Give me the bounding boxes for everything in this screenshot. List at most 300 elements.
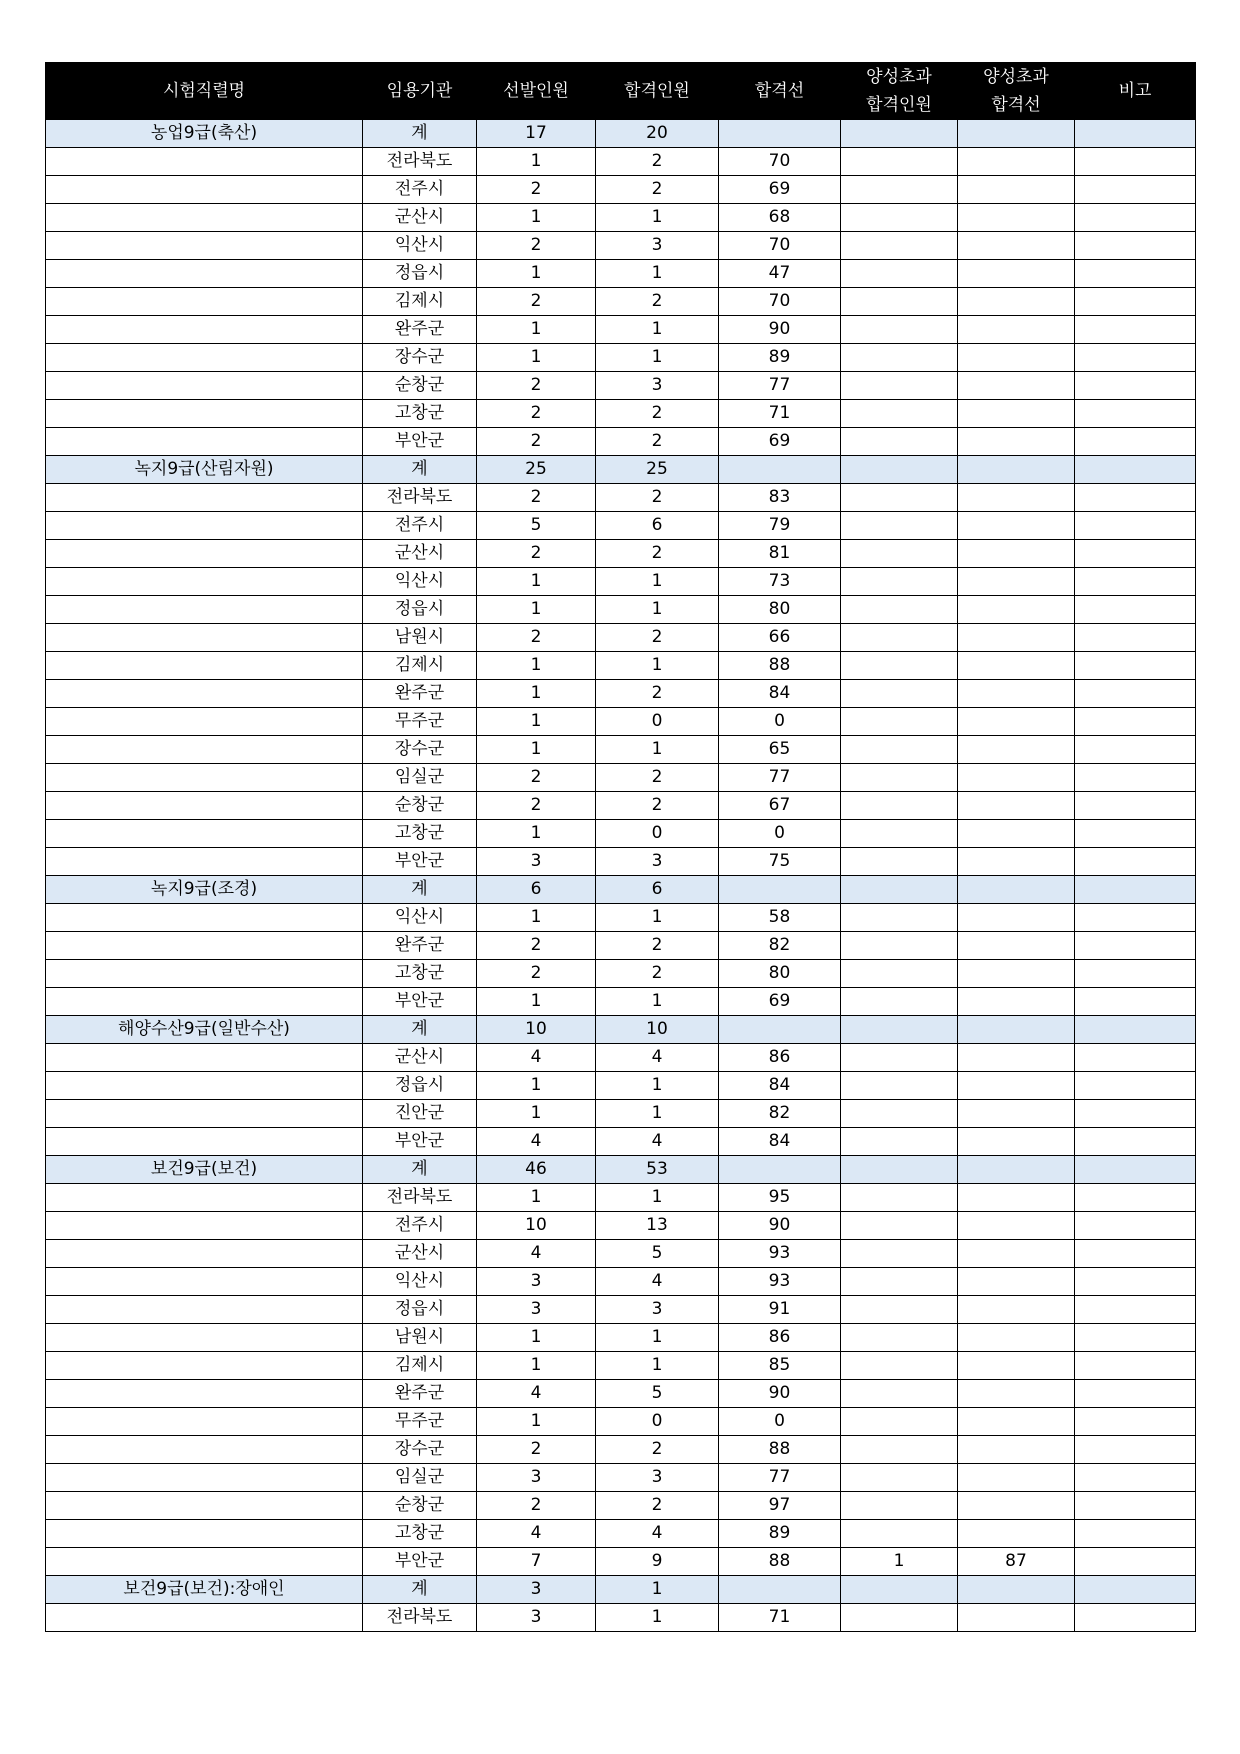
- empty-cell: [46, 764, 363, 792]
- empty-cell: [46, 1520, 363, 1548]
- table-row: [46, 764, 1196, 792]
- passed-count-cell: 1: [596, 344, 719, 372]
- table-row: [46, 904, 1196, 932]
- table-row: [46, 1324, 1196, 1352]
- empty-cell: [958, 1156, 1075, 1184]
- remarks-cell: [1075, 1408, 1196, 1436]
- agency-cell: 군산시: [363, 1240, 477, 1268]
- table-row: [46, 1184, 1196, 1212]
- cutoff-score-cell: 65: [719, 736, 841, 764]
- passed-count-cell: 1: [596, 568, 719, 596]
- agency-cell: 전라북도: [363, 1184, 477, 1212]
- passed-count-cell: 1: [596, 204, 719, 232]
- agency-cell: 정읍시: [363, 1072, 477, 1100]
- extra-passed-count-cell: 1: [841, 1548, 958, 1576]
- extra-cutoff-score-cell: [958, 148, 1075, 176]
- empty-cell: [46, 904, 363, 932]
- extra-cutoff-score-cell: [958, 316, 1075, 344]
- extra-passed-count-cell: [841, 1268, 958, 1296]
- agency-cell: 임실군: [363, 1464, 477, 1492]
- extra-passed-count-cell: [841, 764, 958, 792]
- passed-count-cell: 2: [596, 764, 719, 792]
- empty-cell: [841, 1576, 958, 1604]
- empty-cell: [46, 1268, 363, 1296]
- remarks-cell: [1075, 372, 1196, 400]
- extra-cutoff-score-cell: [958, 1072, 1075, 1100]
- extra-cutoff-score-cell: [958, 1436, 1075, 1464]
- extra-passed-count-cell: [841, 792, 958, 820]
- table-row: [46, 848, 1196, 876]
- agency-cell: 고창군: [363, 960, 477, 988]
- cutoff-score-cell: 0: [719, 1408, 841, 1436]
- exam-category-name: 농업9급(축산): [46, 120, 363, 148]
- cutoff-score-cell: 77: [719, 372, 841, 400]
- empty-cell: [46, 624, 363, 652]
- selected-count-cell: 1: [477, 1100, 596, 1128]
- remarks-cell: [1075, 1100, 1196, 1128]
- remarks-cell: [1075, 232, 1196, 260]
- agency-cell: 김제시: [363, 652, 477, 680]
- extra-passed-count-cell: [841, 1184, 958, 1212]
- selected-count-cell: 1: [477, 1408, 596, 1436]
- cutoff-score-cell: 73: [719, 568, 841, 596]
- passed-count-cell: 20: [596, 120, 719, 148]
- empty-cell: [958, 876, 1075, 904]
- table-body: [46, 120, 1196, 1632]
- table-row: [46, 372, 1196, 400]
- passed-count-cell: 2: [596, 1492, 719, 1520]
- passed-count-cell: 3: [596, 848, 719, 876]
- exam-category-name: 보건9급(보건): [46, 1156, 363, 1184]
- empty-cell: [46, 960, 363, 988]
- agency-cell: 순창군: [363, 1492, 477, 1520]
- empty-cell: [958, 1016, 1075, 1044]
- group-total-row: [46, 456, 1196, 484]
- cutoff-score-cell: 77: [719, 764, 841, 792]
- remarks-cell: [1075, 1520, 1196, 1548]
- agency-cell: 군산시: [363, 204, 477, 232]
- table-row: [46, 484, 1196, 512]
- passed-count-cell: 53: [596, 1156, 719, 1184]
- empty-cell: [46, 288, 363, 316]
- extra-passed-count-cell: [841, 232, 958, 260]
- remarks-cell: [1075, 1240, 1196, 1268]
- selected-count-cell: 2: [477, 288, 596, 316]
- agency-cell: 군산시: [363, 540, 477, 568]
- table-row: [46, 624, 1196, 652]
- passed-count-cell: 2: [596, 624, 719, 652]
- remarks-cell: [1075, 568, 1196, 596]
- passed-count-cell: 1: [596, 260, 719, 288]
- table-row: [46, 204, 1196, 232]
- cutoff-score-cell: 91: [719, 1296, 841, 1324]
- remarks-cell: [1075, 848, 1196, 876]
- extra-passed-count-cell: [841, 372, 958, 400]
- empty-cell: [46, 1464, 363, 1492]
- empty-cell: [46, 1044, 363, 1072]
- agency-cell: 정읍시: [363, 260, 477, 288]
- table-row: [46, 288, 1196, 316]
- cutoff-score-cell: 80: [719, 960, 841, 988]
- column-header: 합격인원: [596, 63, 719, 120]
- extra-passed-count-cell: [841, 960, 958, 988]
- remarks-cell: [1075, 764, 1196, 792]
- extra-cutoff-score-cell: 87: [958, 1548, 1075, 1576]
- empty-cell: [46, 148, 363, 176]
- agency-cell: 전주시: [363, 176, 477, 204]
- cutoff-score-cell: 89: [719, 344, 841, 372]
- empty-cell: [46, 1100, 363, 1128]
- agency-cell: 부안군: [363, 988, 477, 1016]
- extra-cutoff-score-cell: [958, 1296, 1075, 1324]
- empty-cell: [46, 1604, 363, 1632]
- extra-passed-count-cell: [841, 428, 958, 456]
- extra-passed-count-cell: [841, 1324, 958, 1352]
- remarks-cell: [1075, 596, 1196, 624]
- table-row: [46, 540, 1196, 568]
- extra-cutoff-score-cell: [958, 204, 1075, 232]
- cutoff-score-cell: 90: [719, 1212, 841, 1240]
- extra-cutoff-score-cell: [958, 344, 1075, 372]
- selected-count-cell: 2: [477, 932, 596, 960]
- passed-count-cell: 1: [596, 1576, 719, 1604]
- extra-cutoff-score-cell: [958, 1408, 1075, 1436]
- selected-count-cell: 7: [477, 1548, 596, 1576]
- passed-count-cell: 6: [596, 876, 719, 904]
- selected-count-cell: 3: [477, 1464, 596, 1492]
- remarks-cell: [1075, 960, 1196, 988]
- table-row: [46, 232, 1196, 260]
- selected-count-cell: 4: [477, 1380, 596, 1408]
- empty-cell: [46, 176, 363, 204]
- passed-count-cell: 3: [596, 372, 719, 400]
- group-total-row: [46, 120, 1196, 148]
- cutoff-score-cell: 68: [719, 204, 841, 232]
- agency-cell: 익산시: [363, 1268, 477, 1296]
- extra-cutoff-score-cell: [958, 372, 1075, 400]
- remarks-cell: [1075, 932, 1196, 960]
- extra-cutoff-score-cell: [958, 1352, 1075, 1380]
- empty-cell: [46, 1296, 363, 1324]
- table-row: [46, 568, 1196, 596]
- table-row: [46, 400, 1196, 428]
- empty-cell: [46, 792, 363, 820]
- table-row: [46, 260, 1196, 288]
- agency-cell: 계: [363, 1016, 477, 1044]
- exam-category-name: 해양수산9급(일반수산): [46, 1016, 363, 1044]
- cutoff-score-cell: 70: [719, 288, 841, 316]
- passed-count-cell: 2: [596, 484, 719, 512]
- selected-count-cell: 3: [477, 1296, 596, 1324]
- extra-cutoff-score-cell: [958, 512, 1075, 540]
- passed-count-cell: 10: [596, 1016, 719, 1044]
- extra-passed-count-cell: [841, 1100, 958, 1128]
- remarks-cell: [1075, 512, 1196, 540]
- exam-category-name: 보건9급(보건):장애인: [46, 1576, 363, 1604]
- passed-count-cell: 2: [596, 540, 719, 568]
- passed-count-cell: 25: [596, 456, 719, 484]
- extra-cutoff-score-cell: [958, 428, 1075, 456]
- empty-cell: [46, 932, 363, 960]
- remarks-cell: [1075, 400, 1196, 428]
- remarks-cell: [1075, 652, 1196, 680]
- agency-cell: 진안군: [363, 1100, 477, 1128]
- extra-cutoff-score-cell: [958, 1100, 1075, 1128]
- passed-count-cell: 1: [596, 1604, 719, 1632]
- table-row: [46, 1436, 1196, 1464]
- agency-cell: 무주군: [363, 708, 477, 736]
- remarks-cell: [1075, 1072, 1196, 1100]
- remarks-cell: [1075, 484, 1196, 512]
- cutoff-score-cell: 93: [719, 1268, 841, 1296]
- agency-cell: 계: [363, 876, 477, 904]
- selected-count-cell: 3: [477, 1576, 596, 1604]
- cutoff-score-cell: 83: [719, 484, 841, 512]
- extra-cutoff-score-cell: [958, 904, 1075, 932]
- agency-cell: 익산시: [363, 904, 477, 932]
- table-row: [46, 596, 1196, 624]
- selected-count-cell: 2: [477, 232, 596, 260]
- extra-cutoff-score-cell: [958, 1380, 1075, 1408]
- agency-cell: 완주군: [363, 680, 477, 708]
- agency-cell: 고창군: [363, 400, 477, 428]
- remarks-cell: [1075, 540, 1196, 568]
- extra-passed-count-cell: [841, 736, 958, 764]
- selected-count-cell: 1: [477, 1184, 596, 1212]
- cutoff-score-cell: 95: [719, 1184, 841, 1212]
- group-total-row: [46, 1016, 1196, 1044]
- passed-count-cell: 1: [596, 988, 719, 1016]
- passed-count-cell: 5: [596, 1240, 719, 1268]
- remarks-cell: [1075, 1128, 1196, 1156]
- extra-cutoff-score-cell: [958, 1604, 1075, 1632]
- extra-cutoff-score-cell: [958, 260, 1075, 288]
- passed-count-cell: 1: [596, 736, 719, 764]
- selected-count-cell: 1: [477, 344, 596, 372]
- empty-cell: [46, 1352, 363, 1380]
- cutoff-score-cell: 70: [719, 148, 841, 176]
- agency-cell: 남원시: [363, 624, 477, 652]
- empty-cell: [1075, 120, 1196, 148]
- agency-cell: 완주군: [363, 316, 477, 344]
- passed-count-cell: 3: [596, 1296, 719, 1324]
- agency-cell: 고창군: [363, 820, 477, 848]
- header-row: [46, 63, 1196, 120]
- extra-passed-count-cell: [841, 1464, 958, 1492]
- selected-count-cell: 2: [477, 372, 596, 400]
- selected-count-cell: 1: [477, 708, 596, 736]
- extra-passed-count-cell: [841, 400, 958, 428]
- extra-cutoff-score-cell: [958, 540, 1075, 568]
- agency-cell: 정읍시: [363, 596, 477, 624]
- remarks-cell: [1075, 1464, 1196, 1492]
- selected-count-cell: 1: [477, 316, 596, 344]
- remarks-cell: [1075, 820, 1196, 848]
- empty-cell: [46, 232, 363, 260]
- extra-passed-count-cell: [841, 1128, 958, 1156]
- remarks-cell: [1075, 260, 1196, 288]
- extra-cutoff-score-cell: [958, 1324, 1075, 1352]
- empty-cell: [46, 708, 363, 736]
- selected-count-cell: 4: [477, 1240, 596, 1268]
- empty-cell: [1075, 1016, 1196, 1044]
- group-total-row: [46, 1156, 1196, 1184]
- empty-cell: [46, 400, 363, 428]
- selected-count-cell: 1: [477, 148, 596, 176]
- agency-cell: 정읍시: [363, 1296, 477, 1324]
- table-row: [46, 428, 1196, 456]
- agency-cell: 완주군: [363, 932, 477, 960]
- empty-cell: [46, 680, 363, 708]
- cutoff-score-cell: 80: [719, 596, 841, 624]
- cutoff-score-cell: 82: [719, 932, 841, 960]
- remarks-cell: [1075, 148, 1196, 176]
- empty-cell: [46, 344, 363, 372]
- selected-count-cell: 25: [477, 456, 596, 484]
- extra-passed-count-cell: [841, 1380, 958, 1408]
- extra-passed-count-cell: [841, 316, 958, 344]
- remarks-cell: [1075, 680, 1196, 708]
- remarks-cell: [1075, 1352, 1196, 1380]
- selected-count-cell: 2: [477, 400, 596, 428]
- empty-cell: [719, 1016, 841, 1044]
- empty-cell: [46, 1492, 363, 1520]
- remarks-cell: [1075, 288, 1196, 316]
- cutoff-score-cell: 88: [719, 1436, 841, 1464]
- cutoff-score-cell: 90: [719, 316, 841, 344]
- empty-cell: [719, 120, 841, 148]
- empty-cell: [46, 1072, 363, 1100]
- extra-passed-count-cell: [841, 1520, 958, 1548]
- selected-count-cell: 2: [477, 792, 596, 820]
- agency-cell: 전주시: [363, 1212, 477, 1240]
- selected-count-cell: 10: [477, 1212, 596, 1240]
- cutoff-score-cell: 82: [719, 1100, 841, 1128]
- extra-passed-count-cell: [841, 1408, 958, 1436]
- empty-cell: [841, 876, 958, 904]
- extra-passed-count-cell: [841, 204, 958, 232]
- extra-cutoff-score-cell: [958, 288, 1075, 316]
- extra-passed-count-cell: [841, 988, 958, 1016]
- agency-cell: 장수군: [363, 736, 477, 764]
- empty-cell: [46, 568, 363, 596]
- empty-cell: [841, 1156, 958, 1184]
- extra-cutoff-score-cell: [958, 1268, 1075, 1296]
- selected-count-cell: 1: [477, 904, 596, 932]
- table-row: [46, 820, 1196, 848]
- cutoff-score-cell: 84: [719, 1128, 841, 1156]
- extra-cutoff-score-cell: [958, 1464, 1075, 1492]
- cutoff-score-cell: 0: [719, 820, 841, 848]
- agency-cell: 장수군: [363, 344, 477, 372]
- cutoff-score-cell: 85: [719, 1352, 841, 1380]
- remarks-cell: [1075, 1044, 1196, 1072]
- extra-cutoff-score-cell: [958, 400, 1075, 428]
- table-row: [46, 1604, 1196, 1632]
- passed-count-cell: 2: [596, 1436, 719, 1464]
- table-row: [46, 792, 1196, 820]
- table-row: [46, 1296, 1196, 1324]
- selected-count-cell: 1: [477, 988, 596, 1016]
- agency-cell: 부안군: [363, 1128, 477, 1156]
- remarks-cell: [1075, 176, 1196, 204]
- cutoff-score-cell: 89: [719, 1520, 841, 1548]
- selected-count-cell: 17: [477, 120, 596, 148]
- passed-count-cell: 2: [596, 792, 719, 820]
- table-row: [46, 988, 1196, 1016]
- column-header: 시험직렬명: [46, 63, 363, 120]
- table-row: [46, 932, 1196, 960]
- selected-count-cell: 3: [477, 848, 596, 876]
- extra-cutoff-score-cell: [958, 596, 1075, 624]
- passed-count-cell: 2: [596, 960, 719, 988]
- extra-cutoff-score-cell: [958, 988, 1075, 1016]
- selected-count-cell: 4: [477, 1044, 596, 1072]
- table-row: [46, 1268, 1196, 1296]
- table-row: [46, 1240, 1196, 1268]
- empty-cell: [958, 120, 1075, 148]
- exam-category-name: 녹지9급(조경): [46, 876, 363, 904]
- cutoff-score-cell: 71: [719, 1604, 841, 1632]
- table-row: [46, 652, 1196, 680]
- cutoff-score-cell: 58: [719, 904, 841, 932]
- selected-count-cell: 5: [477, 512, 596, 540]
- cutoff-score-cell: 47: [719, 260, 841, 288]
- agency-cell: 부안군: [363, 1548, 477, 1576]
- cutoff-score-cell: 84: [719, 1072, 841, 1100]
- passed-count-cell: 4: [596, 1044, 719, 1072]
- extra-passed-count-cell: [841, 904, 958, 932]
- passed-count-cell: 5: [596, 1380, 719, 1408]
- remarks-cell: [1075, 1548, 1196, 1576]
- extra-cutoff-score-cell: [958, 932, 1075, 960]
- empty-cell: [46, 1212, 363, 1240]
- passed-count-cell: 2: [596, 932, 719, 960]
- extra-cutoff-score-cell: [958, 764, 1075, 792]
- selected-count-cell: 1: [477, 820, 596, 848]
- empty-cell: [958, 456, 1075, 484]
- cutoff-score-cell: 69: [719, 176, 841, 204]
- selected-count-cell: 1: [477, 260, 596, 288]
- selected-count-cell: 1: [477, 1352, 596, 1380]
- extra-passed-count-cell: [841, 1240, 958, 1268]
- extra-cutoff-score-cell: [958, 1212, 1075, 1240]
- empty-cell: [46, 1548, 363, 1576]
- empty-cell: [46, 1240, 363, 1268]
- extra-passed-count-cell: [841, 596, 958, 624]
- agency-cell: 장수군: [363, 1436, 477, 1464]
- column-header: 양성초과 합격인원: [841, 63, 958, 120]
- extra-cutoff-score-cell: [958, 568, 1075, 596]
- passed-count-cell: 2: [596, 428, 719, 456]
- table-row: [46, 1100, 1196, 1128]
- agency-cell: 김제시: [363, 1352, 477, 1380]
- empty-cell: [46, 1184, 363, 1212]
- table-row: [46, 680, 1196, 708]
- table-row: [46, 1352, 1196, 1380]
- extra-cutoff-score-cell: [958, 1128, 1075, 1156]
- empty-cell: [46, 1128, 363, 1156]
- table-row: [46, 512, 1196, 540]
- selected-count-cell: 2: [477, 428, 596, 456]
- empty-cell: [719, 1576, 841, 1604]
- empty-cell: [841, 1016, 958, 1044]
- agency-cell: 군산시: [363, 1044, 477, 1072]
- cutoff-score-cell: 88: [719, 652, 841, 680]
- extra-passed-count-cell: [841, 260, 958, 288]
- selected-count-cell: 10: [477, 1016, 596, 1044]
- selected-count-cell: 2: [477, 176, 596, 204]
